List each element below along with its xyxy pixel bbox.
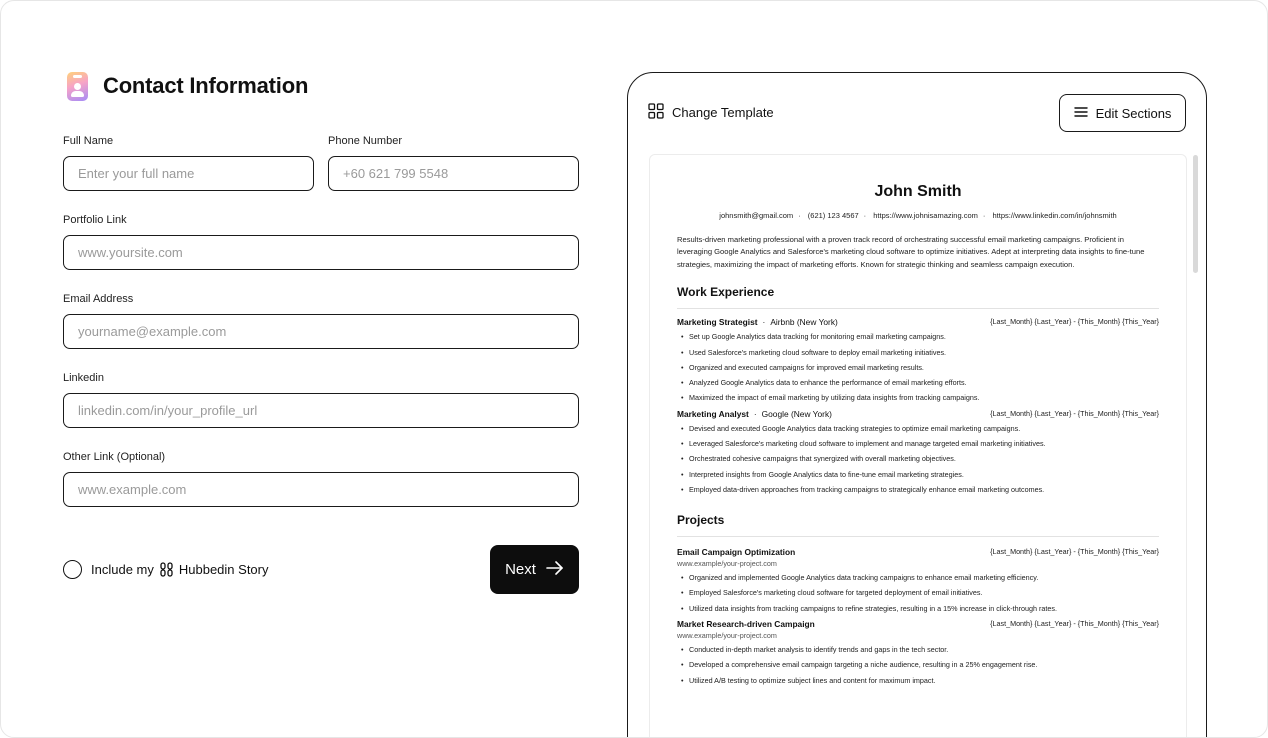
resume-preview-panel [627, 72, 1207, 738]
list-item: • Conducted in-depth market analysis to identify trends and gaps in the tech sector. [677, 642, 1159, 657]
resume-website: https://www.johnisamazing.com [873, 211, 978, 220]
full-name-input[interactable] [63, 156, 314, 191]
project-date: {Last_Month} {Last_Year} - {This_Month} {This_Year} [990, 547, 1159, 557]
form-footer [63, 545, 579, 594]
linkedin-group [63, 370, 579, 428]
list-item: • Maximized the impact of email marketing by utilizing data insights from tracking campaigns. [677, 390, 1159, 405]
list-item: • Utilized data insights from tracking campaigns to refine strategies, resulting in a 15% increase in click-through rates. [677, 601, 1159, 616]
portfolio-link-group [63, 212, 579, 270]
id-badge-icon [67, 72, 88, 101]
linkedin-label: Linkedin [63, 372, 104, 384]
full-name-label: Full Name [63, 135, 114, 147]
email-address-label: Email Address [63, 293, 134, 305]
work-bullets [677, 329, 1159, 405]
phone-number-group [328, 133, 579, 191]
project-bullets [677, 570, 1159, 616]
list-item: • Employed data-driven approaches from tracking campaigns to strategically enhance email marketing outcomes. [677, 482, 1159, 497]
hubbedin-story-text: Hubbedin Story [178, 562, 269, 577]
work-role: Marketing Strategist [677, 317, 758, 328]
other-link-group [63, 449, 579, 507]
work-experience-heading: Work Experience [677, 285, 1159, 309]
full-name-group [63, 133, 314, 191]
list-item: • Organized and implemented Google Analytics data tracking campaigns to enhance email marketing efficiency. [677, 570, 1159, 585]
project-entry-header [677, 619, 1159, 629]
work-entry-header: Marketing Strategist · Airbnb (New York) {Last_Month} {Last_Year} - {This_Month} {This_Year} [677, 317, 1159, 328]
phone-number-label: Phone Number [328, 135, 402, 147]
list-item: • Devised and executed Google Analytics data tracking strategies to optimize email marketing campaigns. [677, 421, 1159, 436]
work-entry-header: Marketing Analyst · Google (New York) {Last_Month} {Last_Year} - {This_Month} {This_Year} [677, 408, 1159, 419]
change-template-label: Change Template [672, 105, 774, 120]
contact-form [63, 69, 579, 507]
list-item: • Developed a comprehensive email campaign targeting a niche audience, resulting in a 25% engagement rise. [677, 657, 1159, 672]
work-date: {Last_Month} {Last_Year} - {This_Month} {This_Year} [990, 317, 1159, 327]
other-link-input[interactable] [63, 472, 579, 507]
list-item: • Leveraged Salesforce's marketing cloud software to implement and manage targeted email marketing initiatives. [677, 436, 1159, 451]
resume-document [649, 154, 1187, 738]
list-item: • Employed Salesforce's marketing cloud software for targeted deployment of email initiatives. [677, 585, 1159, 600]
arrow-right-icon [546, 561, 564, 579]
linkedin-input[interactable] [63, 393, 579, 428]
resume-contact-line: johnsmith@gmail.com · (621) 123 4567 · https://www.johnisamazing.com · https://www.linkedin.com/in/johnsmith [719, 211, 1117, 220]
form-header [67, 69, 579, 103]
edit-sections-label: Edit Sections [1095, 105, 1172, 121]
next-button-label: Next [505, 561, 536, 578]
project-name: Market Research-driven Campaign [677, 619, 815, 630]
portfolio-link-input[interactable] [63, 235, 579, 270]
list-item: • Interpreted insights from Google Analytics data to fine-tune email marketing strategies. [677, 467, 1159, 482]
list-item: • Orchestrated cohesive campaigns that synergized with overall marketing objectives. [677, 451, 1159, 466]
resume-name: John Smith [874, 183, 962, 200]
list-item: • Used Salesforce's marketing cloud software to deploy email marketing initiatives. [677, 345, 1159, 360]
project-url: www.example/your-project.com [677, 631, 777, 641]
grid-icon [648, 103, 664, 122]
resume-phone: (621) 123 4567 [807, 211, 859, 220]
preview-scrollbar[interactable] [1193, 155, 1198, 273]
email-address-input[interactable] [63, 314, 579, 349]
include-story-toggle[interactable] [63, 560, 269, 579]
include-story-radio[interactable] [63, 560, 82, 579]
work-company: Airbnb (New York) [770, 317, 838, 328]
project-url: www.example/your-project.com [677, 559, 777, 569]
change-template-button[interactable] [648, 103, 774, 122]
work-company: Google (New York) [761, 408, 832, 419]
include-story-label [91, 562, 269, 577]
project-entry-header [677, 547, 1159, 557]
list-item: • Set up Google Analytics data tracking for monitoring email marketing campaigns. [677, 329, 1159, 344]
next-button[interactable] [490, 545, 579, 594]
work-role: Marketing Analyst [677, 408, 749, 419]
work-date: {Last_Month} {Last_Year} - {This_Month} {This_Year} [990, 408, 1159, 418]
email-address-group [63, 291, 579, 349]
menu-icon [1074, 106, 1088, 121]
projects-heading: Projects [677, 513, 1159, 537]
project-bullets [677, 642, 1159, 688]
include-story-prefix: Include my [91, 562, 154, 577]
list-item: • Analyzed Google Analytics data to enhance the performance of email marketing efforts. [677, 375, 1159, 390]
page-title: Contact Information [103, 73, 309, 98]
project-date: {Last_Month} {Last_Year} - {This_Month} {This_Year} [990, 619, 1159, 629]
portfolio-link-label: Portfolio Link [63, 214, 127, 226]
phone-number-input[interactable] [328, 156, 579, 191]
resume-summary: Results-driven marketing professional with a proven track record of orchestrating successful email marketing campaigns. Proficient in leveraging Google Analytics and Salesforce's marketing cloud software to optimize initiatives. Adept at interpreting data insights to fine-tune strategies, maximizing the impact of marketing efforts. Known for strategic thinking and seamless campaign execution. [677, 235, 1145, 269]
work-bullets [677, 421, 1159, 497]
hubbedin-logo-icon [160, 562, 173, 577]
other-link-label: Other Link (Optional) [63, 451, 166, 463]
list-item: • Utilized A/B testing to optimize subject lines and content for maximum impact. [677, 673, 1159, 688]
edit-sections-button[interactable] [1059, 94, 1186, 132]
list-item: • Organized and executed campaigns for improved email marketing results. [677, 360, 1159, 375]
resume-linkedin: https://www.linkedin.com/in/johnsmith [992, 211, 1117, 220]
resume-email: johnsmith@gmail.com [719, 211, 794, 220]
project-name: Email Campaign Optimization [677, 547, 796, 558]
